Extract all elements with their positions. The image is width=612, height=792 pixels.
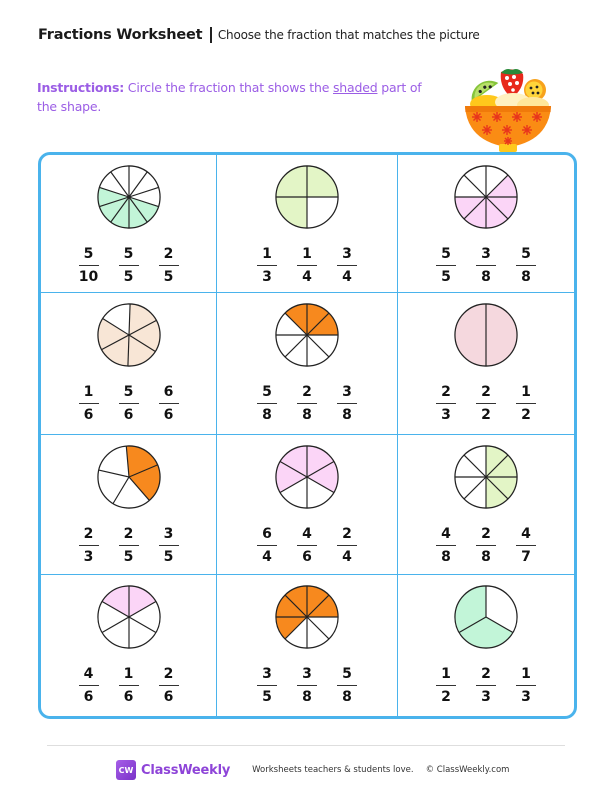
numerator: 6 (262, 526, 272, 542)
fraction-bar (476, 403, 496, 404)
numerator: 5 (521, 246, 531, 262)
fraction-pie-icon (96, 444, 162, 510)
numerator: 1 (83, 384, 94, 400)
answer-choices (217, 526, 397, 565)
numerator: 1 (302, 246, 312, 262)
denominator: 5 (123, 549, 134, 566)
fraction-choice-1[interactable] (256, 666, 278, 705)
fraction-pie-icon (453, 444, 519, 510)
fraction-bar (337, 403, 357, 404)
denominator: 5 (262, 689, 272, 706)
denominator: 4 (262, 549, 272, 566)
fraction-choice-1[interactable] (435, 246, 457, 285)
denominator: 8 (342, 689, 352, 706)
numerator: 2 (481, 666, 491, 682)
answer-choices (41, 246, 216, 285)
answer-choices (217, 666, 397, 705)
fraction-choice-2[interactable] (296, 384, 318, 423)
fraction-choice-2[interactable] (296, 246, 318, 285)
denominator: 6 (302, 549, 312, 566)
numerator: 3 (342, 384, 352, 400)
fraction-bar (297, 685, 317, 686)
fraction-bar (297, 545, 317, 546)
denominator: 6 (123, 407, 134, 424)
numerator: 6 (163, 384, 174, 400)
fraction-bar (79, 403, 99, 404)
denominator: 6 (163, 407, 174, 424)
classweekly-logo-icon: CW (116, 760, 136, 780)
answer-choices (41, 666, 216, 705)
instructions-underlined-word: shaded (333, 80, 378, 95)
fraction-bar (257, 265, 277, 266)
denominator: 8 (302, 689, 312, 706)
numerator: 5 (123, 246, 134, 262)
fraction-bar (119, 403, 139, 404)
fraction-bar (159, 545, 179, 546)
numerator: 3 (262, 666, 272, 682)
fraction-choice-2[interactable] (475, 526, 497, 565)
numerator: 4 (302, 526, 312, 542)
instructions (37, 78, 427, 116)
fraction-choice-1[interactable] (78, 246, 100, 285)
instructions-text-2: part of the shape. (37, 80, 422, 114)
denominator: 3 (481, 689, 491, 706)
fraction-bar (337, 265, 357, 266)
fraction-bar (516, 265, 536, 266)
fraction-bar (79, 545, 99, 546)
worksheet-header (38, 27, 480, 43)
worksheet-subtitle: Choose the fraction that matches the picture (217, 28, 480, 42)
fraction-bar (257, 685, 277, 686)
fraction-bar (516, 403, 536, 404)
fraction-choice-2[interactable] (118, 384, 140, 423)
fraction-pie-icon (274, 164, 340, 230)
numerator: 2 (441, 384, 451, 400)
denominator: 3 (83, 549, 94, 566)
fraction-pie-icon (96, 164, 162, 230)
numerator: 3 (163, 526, 174, 542)
problem-cell-r2-c2 (217, 293, 398, 435)
numerator: 1 (441, 666, 451, 682)
fraction-choice-3[interactable] (158, 666, 180, 705)
numerator: 2 (302, 384, 312, 400)
numerator: 5 (262, 384, 272, 400)
fraction-bar (79, 685, 99, 686)
denominator: 5 (123, 269, 134, 286)
fraction-choice-2[interactable] (296, 526, 318, 565)
fraction-pie-icon (274, 444, 340, 510)
problems-grid (38, 152, 577, 719)
denominator: 2 (481, 407, 491, 424)
fraction-bar (119, 685, 139, 686)
fraction-bar (476, 685, 496, 686)
fraction-choice-2[interactable] (118, 246, 140, 285)
numerator: 5 (342, 666, 352, 682)
fraction-choice-1[interactable] (256, 246, 278, 285)
numerator: 5 (123, 384, 134, 400)
fraction-pie-icon (96, 302, 162, 368)
denominator: 8 (342, 407, 352, 424)
fraction-choice-3[interactable] (158, 384, 180, 423)
fraction-choice-1[interactable] (256, 526, 278, 565)
fraction-choice-2[interactable] (118, 526, 140, 565)
denominator: 8 (441, 549, 451, 566)
answer-choices (217, 384, 397, 423)
brand-name: ClassWeekly (141, 762, 231, 778)
answer-choices (41, 526, 216, 565)
fraction-choice-1[interactable] (78, 384, 100, 423)
fraction-choice-3[interactable] (515, 526, 537, 565)
fraction-bar (436, 545, 456, 546)
fraction-choice-2[interactable] (475, 666, 497, 705)
fraction-choice-1[interactable] (435, 666, 457, 705)
fraction-choice-3[interactable] (515, 384, 537, 423)
numerator: 4 (441, 526, 451, 542)
answer-choices (398, 526, 574, 565)
denominator: 5 (163, 269, 174, 286)
problem-cell-r1-c2 (217, 155, 398, 293)
fraction-choice-2[interactable] (475, 384, 497, 423)
denominator: 5 (441, 269, 451, 286)
numerator: 5 (83, 246, 94, 262)
fraction-choice-3[interactable] (336, 526, 358, 565)
fraction-bar (297, 403, 317, 404)
fraction-pie-icon (274, 584, 340, 650)
fraction-choice-3[interactable] (515, 666, 537, 705)
denominator: 6 (163, 689, 174, 706)
title-divider (210, 27, 212, 43)
numerator: 2 (342, 526, 352, 542)
fraction-bar (436, 403, 456, 404)
denominator: 2 (521, 407, 531, 424)
numerator: 2 (163, 246, 174, 262)
denominator: 5 (163, 549, 174, 566)
fraction-bar (79, 265, 99, 266)
fraction-bar (476, 545, 496, 546)
fraction-choice-1[interactable] (435, 526, 457, 565)
problem-cell-r1-c3 (398, 155, 574, 293)
answer-choices (398, 666, 574, 705)
fraction-choice-1[interactable] (256, 384, 278, 423)
fraction-choice-3[interactable] (336, 384, 358, 423)
denominator: 6 (83, 407, 94, 424)
fraction-choice-3[interactable] (158, 526, 180, 565)
fraction-bar (516, 545, 536, 546)
footer (116, 760, 509, 780)
answer-choices (41, 384, 216, 423)
problem-cell-r3-c1 (41, 435, 217, 575)
problem-cell-r4-c3 (398, 575, 574, 716)
numerator: 4 (521, 526, 531, 542)
problem-cell-r4-c2 (217, 575, 398, 716)
fraction-pie-icon (96, 584, 162, 650)
problem-cell-r3-c2 (217, 435, 398, 575)
fraction-pie-icon (274, 302, 340, 368)
numerator: 5 (441, 246, 451, 262)
fruit-bowl-icon (463, 60, 553, 154)
fraction-bar (297, 265, 317, 266)
fraction-choice-2[interactable] (475, 246, 497, 285)
fraction-pie-icon (453, 584, 519, 650)
footer-divider (47, 745, 565, 746)
fraction-bar (436, 685, 456, 686)
numerator: 4 (83, 666, 94, 682)
footer-tagline: Worksheets teachers & students love. (252, 765, 414, 775)
denominator: 8 (262, 407, 272, 424)
denominator: 8 (481, 549, 491, 566)
denominator: 6 (83, 689, 94, 706)
fraction-bar (436, 265, 456, 266)
fraction-choice-2[interactable] (296, 666, 318, 705)
fraction-bar (337, 685, 357, 686)
instructions-text-1: Circle the fraction that shows the (124, 80, 333, 95)
fraction-bar (257, 545, 277, 546)
fraction-bar (516, 685, 536, 686)
answer-choices (217, 246, 397, 285)
numerator: 3 (481, 246, 491, 262)
fraction-choice-2[interactable] (118, 666, 140, 705)
fraction-choice-1[interactable] (435, 384, 457, 423)
denominator: 10 (78, 269, 99, 286)
fraction-bar (119, 545, 139, 546)
fraction-bar (159, 265, 179, 266)
numerator: 2 (83, 526, 94, 542)
problem-cell-r1-c1 (41, 155, 217, 293)
fraction-bar (159, 403, 179, 404)
denominator: 4 (342, 269, 352, 286)
worksheet-title: Fractions Worksheet (38, 27, 203, 43)
denominator: 4 (342, 549, 352, 566)
denominator: 3 (441, 407, 451, 424)
fraction-pie-icon (453, 302, 519, 368)
numerator: 3 (342, 246, 352, 262)
fraction-bar (337, 545, 357, 546)
fraction-choice-3[interactable] (158, 246, 180, 285)
numerator: 2 (163, 666, 174, 682)
fraction-bar (119, 265, 139, 266)
denominator: 3 (521, 689, 531, 706)
numerator: 1 (262, 246, 272, 262)
denominator: 7 (521, 549, 531, 566)
denominator: 8 (302, 407, 312, 424)
footer-copyright: © ClassWeekly.com (425, 765, 510, 775)
fraction-pie-icon (453, 164, 519, 230)
fraction-choice-3[interactable] (515, 246, 537, 285)
numerator: 2 (123, 526, 134, 542)
problem-cell-r2-c3 (398, 293, 574, 435)
instructions-label: Instructions: (37, 80, 125, 95)
answer-choices (398, 246, 574, 285)
problem-cell-r3-c3 (398, 435, 574, 575)
denominator: 8 (521, 269, 531, 286)
denominator: 4 (302, 269, 312, 286)
fraction-bar (476, 265, 496, 266)
fraction-choice-3[interactable] (336, 246, 358, 285)
numerator: 2 (481, 526, 491, 542)
fraction-bar (257, 403, 277, 404)
fraction-choice-1[interactable] (78, 666, 100, 705)
fraction-choice-3[interactable] (336, 666, 358, 705)
denominator: 8 (481, 269, 491, 286)
problem-cell-r4-c1 (41, 575, 217, 716)
problem-cell-r2-c1 (41, 293, 217, 435)
numerator: 2 (481, 384, 491, 400)
denominator: 2 (441, 689, 451, 706)
numerator: 1 (521, 666, 531, 682)
numerator: 1 (123, 666, 134, 682)
numerator: 1 (521, 384, 531, 400)
numerator: 3 (302, 666, 312, 682)
answer-choices (398, 384, 574, 423)
fraction-choice-1[interactable] (78, 526, 100, 565)
denominator: 3 (262, 269, 272, 286)
fraction-bar (159, 685, 179, 686)
denominator: 6 (123, 689, 134, 706)
